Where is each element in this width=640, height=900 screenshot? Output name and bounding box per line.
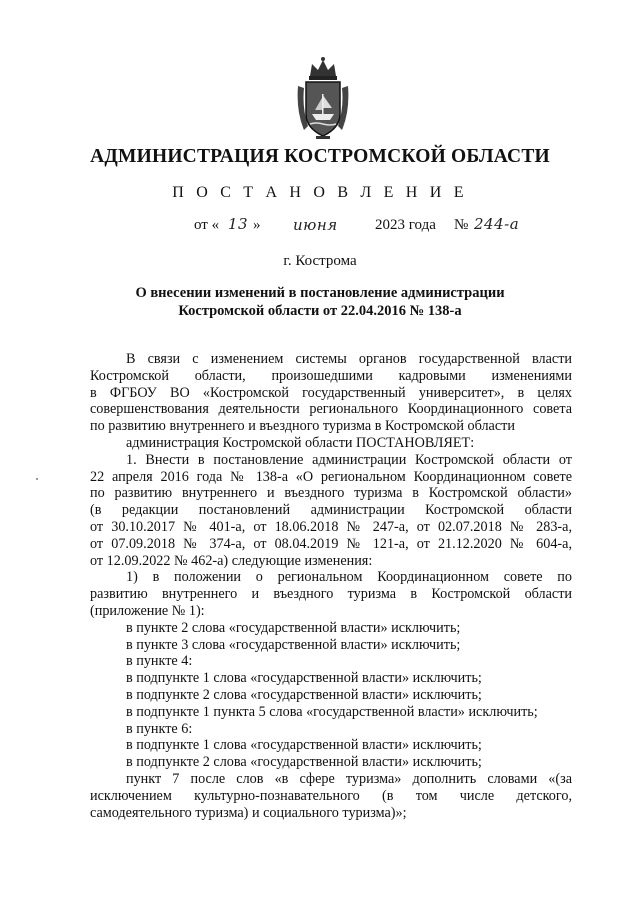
text-line: самодеятельного туризма) и социального туризма)»; bbox=[90, 804, 407, 821]
list-item: в подпункте 2 слова «государственной власти» исключить; bbox=[126, 754, 482, 771]
text-line: исключением культурно-познавательного (в том числе детского, bbox=[90, 787, 572, 804]
paragraph-preamble bbox=[90, 351, 572, 368]
text-line: развитию внутреннего и въездного туризма в Костромской области bbox=[90, 586, 572, 603]
city: г. Кострома bbox=[283, 253, 357, 269]
list-item: в подпункте 1 пункта 5 слова «государственной власти» исключить; bbox=[126, 703, 538, 720]
scan-speck bbox=[36, 478, 38, 480]
text-line: от 30.10.2017 № 401-а, от 18.06.2018 № 247-а, от 02.07.2018 № 283-а, bbox=[90, 518, 572, 535]
text-line: 22 апреля 2016 года № 138-а «О региональном Координационном совете bbox=[90, 468, 572, 485]
paragraph-resolves: администрация Костромской области ПОСТАНОВЛЯЕТ: bbox=[126, 434, 475, 451]
text-line: 1. Внести в постановление администрации Костромской области от bbox=[126, 451, 572, 468]
list-item: в подпункте 1 слова «государственной власти» исключить; bbox=[126, 670, 482, 687]
list-item: в пункте 6: bbox=[126, 720, 193, 737]
paragraph-point-7 bbox=[90, 771, 572, 788]
list-item: в пункте 4: bbox=[126, 653, 193, 670]
text-line: по развитию внутреннего и въездного туризма в Костромской области bbox=[90, 418, 515, 435]
date-month-handwritten: июня bbox=[293, 216, 338, 234]
list-item: в подпункте 2 слова «государственной власти» исключить; bbox=[126, 686, 482, 703]
text-line: в ФГБОУ ВО «Костромской государственный университет», в целях bbox=[90, 384, 572, 401]
text-line: (в редакции постановлений администрации Костромской области bbox=[90, 502, 572, 519]
date-prefix: от « bbox=[194, 217, 220, 233]
text-line: пункт 7 после слов «в сфере туризма» дополнить словами «(за bbox=[126, 770, 572, 787]
list-item: в пункте 3 слова «государственной власти» исключить; bbox=[126, 636, 461, 653]
text-line: совершенствования деятельности регионального Координационного совета bbox=[90, 401, 572, 418]
list-item: в пункте 2 слова «государственной власти» исключить; bbox=[126, 619, 461, 636]
paragraph-subclause-1 bbox=[90, 569, 572, 586]
organization-title: АДМИНИСТРАЦИЯ КОСТРОМСКОЙ ОБЛАСТИ bbox=[90, 146, 550, 167]
subject-line: О внесении изменений в постановление администрации bbox=[135, 285, 505, 301]
date-day-handwritten: 13 bbox=[228, 215, 249, 233]
list-item: в подпункте 1 слова «государственной власти» исключить; bbox=[126, 737, 482, 754]
text-line: В связи с изменением системы органов государственной власти bbox=[126, 351, 572, 367]
date-day-suffix: » bbox=[253, 217, 261, 233]
document-body bbox=[90, 351, 572, 821]
text-line: от 12.09.2022 № 462-а) следующие изменения: bbox=[90, 552, 373, 569]
document-subject bbox=[80, 284, 560, 320]
paragraph-clause-1 bbox=[90, 452, 572, 469]
date-year: 2023 года bbox=[375, 217, 436, 233]
text-line: по развитию внутреннего и въездного туризма в Костромской области» bbox=[90, 485, 572, 502]
text-line: Костромской области, произошедшими кадровыми изменениями bbox=[90, 367, 572, 384]
text-line: от 07.09.2018 № 374-а, от 08.04.2019 № 121-а, от 21.12.2020 № 604-а, bbox=[90, 535, 572, 552]
coat-of-arms-icon bbox=[292, 56, 354, 142]
number-prefix: № bbox=[454, 217, 469, 233]
document-type: П О С Т А Н О В Л Е Н И Е bbox=[172, 184, 468, 201]
subject-line: Костромской области от 22.04.2016 № 138-а bbox=[178, 303, 462, 319]
text-line: (приложение № 1): bbox=[90, 602, 205, 619]
text-line: 1) в положении о региональном Координационном совете по bbox=[126, 569, 572, 586]
document-number-handwritten: 244-а bbox=[474, 215, 520, 233]
